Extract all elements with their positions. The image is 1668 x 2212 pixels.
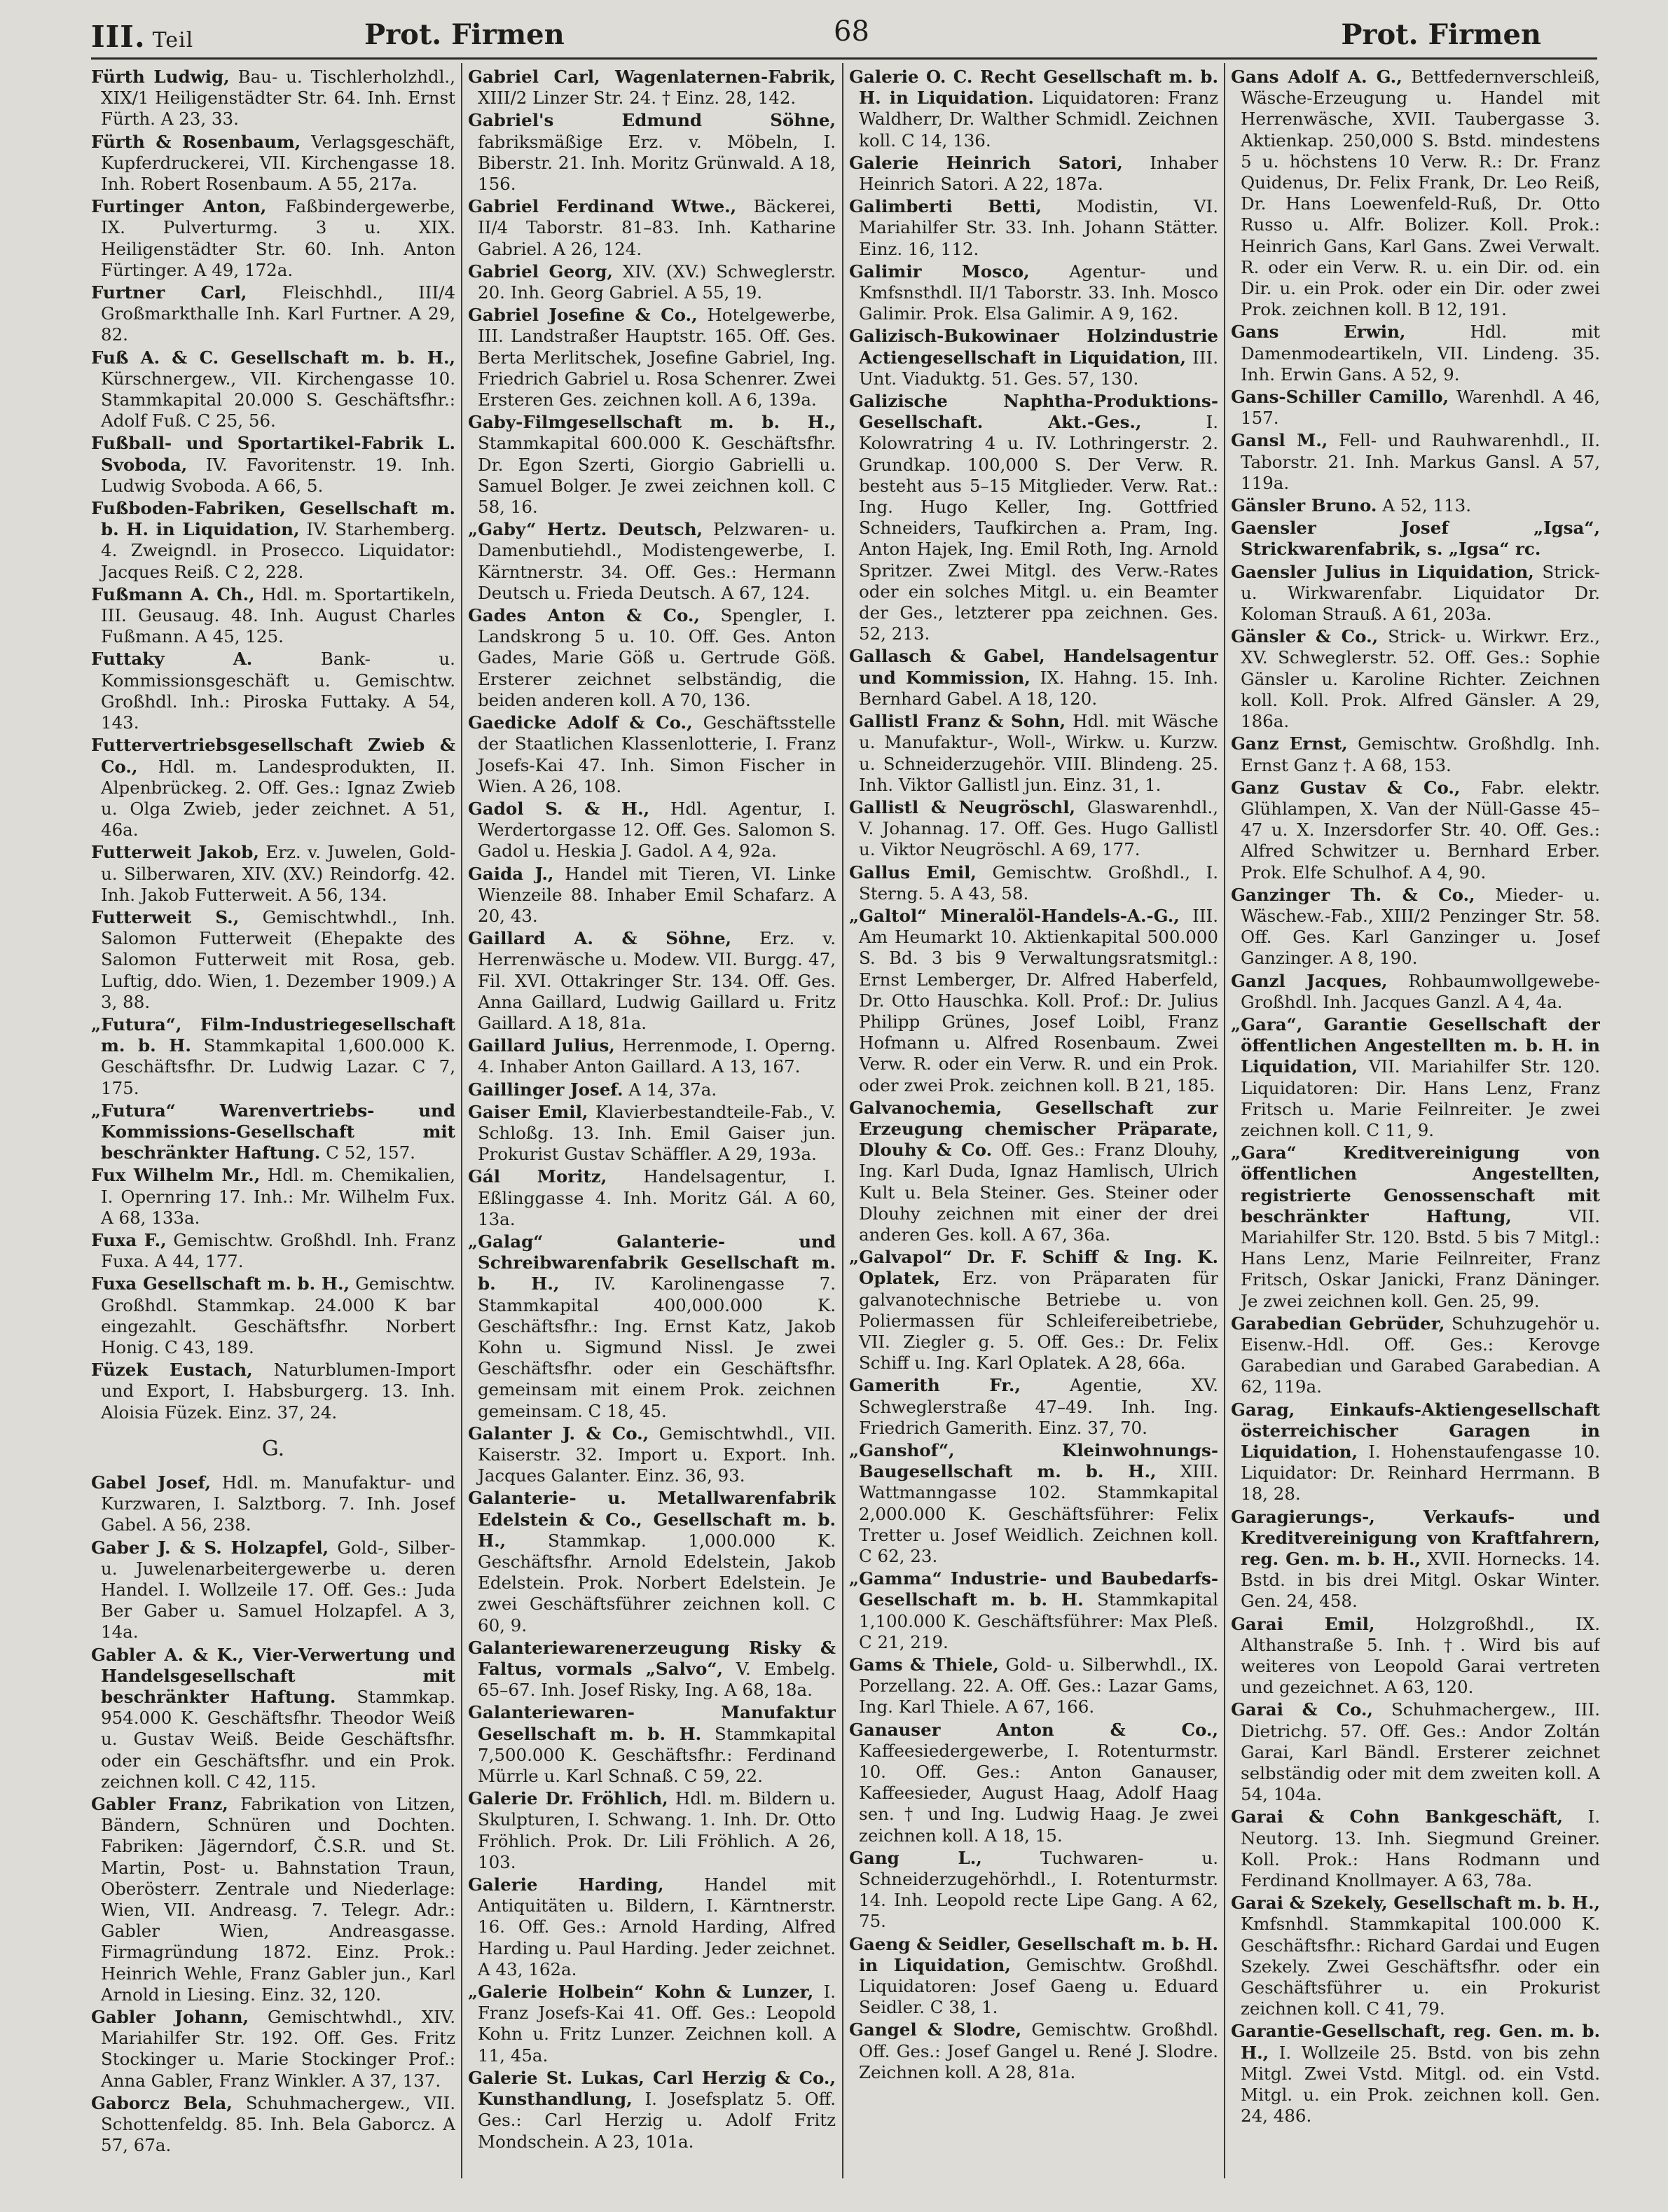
- firm-name: Garai Emil,: [1231, 1613, 1375, 1634]
- firm-entry: [849, 1098, 1218, 1245]
- firm-name: Furtinger Anton,: [91, 196, 267, 217]
- firm-name: Gabler A. & K., Vier-Verwertung und Handelsgesellschaft mit beschränkter Haftung.: [91, 1644, 455, 1708]
- firm-name: Garagierungs-, Verkaufs- und Kreditvereinigung von Kraftfahrern, reg. Gen. m. b. H.,: [1231, 1506, 1600, 1570]
- firm-name: Fux Wilhelm Mr.,: [91, 1165, 261, 1186]
- firm-name: „Galtol“ Mineralöl-Handels-A.-G.,: [849, 905, 1180, 926]
- firm-entry: [849, 797, 1218, 861]
- firm-name: Gallus Emil,: [849, 862, 977, 883]
- firm-name: Gabriel's Edmund Söhne,: [468, 110, 836, 131]
- firm-name: Gaber J. & S. Holzapfel,: [91, 1537, 329, 1558]
- firm-entry: [849, 646, 1218, 710]
- firm-entry: [1231, 67, 1600, 320]
- firm-details: XIV. (XV.) Schweglerstr. 20. Inh. Georg Gabriel. A 55, 19.: [478, 261, 836, 303]
- firm-details: Mieder- u. Wäschew.-Fab., XIII/2 Penzinger Str. 58. Off. Ges. Karl Ganzinger u. Josef Ganzinger. A 8, 190.: [1241, 884, 1600, 969]
- firm-details: Handel mit Tieren, VI. Linke Wienzeile 88. Inhaber Emil Schafarz. A 20, 43.: [478, 863, 836, 926]
- firm-details: Gold-, Silber- u. Juwelenarbeitergewerbe u. deren Handel. I. Wollzeile 17. Off. Ges.: Juda Ber Gaber u. Samuel Holzapfel. A 3, 14a.: [101, 1537, 455, 1643]
- firm-entry: [468, 1231, 836, 1422]
- firm-entry: [849, 1720, 1218, 1846]
- firm-name: Gaeng & Seidler, Gesellschaft m. b. H. in Liquidation,: [849, 1933, 1218, 1975]
- firm-details: Gemischtw. Großhdl. Off. Ges.: Josef Gangel u. René J. Slodre. Zeichnen koll. A 28, 81a.: [859, 2019, 1218, 2082]
- firm-details: I. Josefsplatz 5. Off. Ges.: Carl Herzig u. Adolf Fritz Mondschein. A 23, 101a.: [478, 2089, 836, 2152]
- firm-entry: [91, 2007, 455, 2092]
- firm-details: XIII. Wattmanngasse 102. Stammkapital 2,000.000 K. Geschäftsführer: Felix Tretter u. Josef Weidlich. Zeichnen koll. C 62, 23.: [859, 1461, 1218, 1567]
- firm-entry: [1231, 1699, 1600, 1805]
- firm-name: Galerie O. C. Recht Gesellschaft m. b. H. in Liquidation.: [849, 67, 1218, 109]
- firm-name: Ganzl Jacques,: [1231, 970, 1388, 991]
- firm-details: I. Wollzeile 25. Bstd. von bis zehn Mitgl. Zwei Vstd. Mitgl. od. ein Vstd. Mitgl. u. ein Prok. zeichnen koll. Gen. 24, 486.: [1241, 2042, 1600, 2127]
- firm-details: Gemischtw. Großhdl. Stammkap. 24.000 K bar eingezahlt. Geschäftsfhr. Norbert Honig. C 43, 189.: [101, 1273, 455, 1357]
- firm-entry: [1231, 1399, 1600, 1505]
- firm-entry: [468, 412, 836, 518]
- header-rule: [91, 57, 1597, 60]
- firm-name: Gangel & Slodre,: [849, 2019, 1022, 2040]
- firm-name: Gallistl Franz & Sohn,: [849, 711, 1066, 732]
- firm-name: Garabedian Gebrüder,: [1231, 1313, 1445, 1334]
- firm-details: Inhaber Heinrich Satori. A 22, 187a.: [859, 152, 1218, 195]
- firm-entry: [91, 1165, 455, 1229]
- firm-entry: [468, 261, 836, 303]
- section-letter: G.: [261, 1436, 285, 1461]
- column-4: [1231, 67, 1600, 2185]
- firm-name: Gaillinger Josef.: [468, 1079, 623, 1100]
- firm-details: Hdl. mit Damenmodeartikeln, VII. Lindeng. 35. Inh. Erwin Gans. A 52, 9.: [1241, 322, 1600, 385]
- firm-name: Futterweit S.,: [91, 906, 240, 927]
- firm-name: Gallasch & Gabel, Handelsagentur und Kommission,: [849, 646, 1218, 688]
- firm-entry: [91, 1100, 455, 1164]
- column-1: [91, 67, 455, 2185]
- page-header: [91, 13, 1597, 57]
- firm-entry: [91, 907, 455, 1013]
- firm-entry: [91, 2093, 455, 2157]
- firm-name: Füzek Eustach,: [91, 1360, 253, 1381]
- firm-name: „Galerie Holbein“ Kohn & Lunzer,: [468, 1982, 814, 2003]
- firm-name: „Futura“ Warenvertriebs- und Kommissions-Gesellschaft mit beschränkter Haftung.: [91, 1100, 455, 1163]
- firm-name: Galanteriewarenerzeugung Risky & Faltus, vormals „Salvo“,: [468, 1637, 836, 1680]
- firm-details: Gemischtw. Großhdl. Inh. Franz Fuxa. A 44, 177.: [101, 1229, 455, 1272]
- firm-details: Pelzwaren- u. Damenbutiehdl., Modistengewerbe, I. Kärntnerstr. 34. Off. Ges.: Hermann Deutsch u. Frieda Deutsch. A 67, 124.: [478, 519, 836, 603]
- firm-name: Gänsler Bruno.: [1231, 495, 1377, 516]
- firm-details: I. Neutorg. 13. Inh. Siegmund Greiner. Koll. Prok.: Hans Rodmann und Ferdinand Knollmayer. A 63, 78a.: [1241, 1806, 1600, 1891]
- firm-entry: [1231, 518, 1600, 560]
- firm-name: Gaby-Filmgesellschaft m. b. H.,: [468, 412, 836, 433]
- firm-name: Gaedicke Adolf & Co.,: [468, 712, 693, 733]
- firm-name: Galimir Mosco,: [849, 261, 1030, 282]
- firm-details: Hotelgewerbe, III. Landstraßer Hauptstr. 165. Off. Ges. Berta Merlitschek, Josefine Gabriel, Ing. Friedrich Gabriel u. Rosa Schenrer. Zwei Ersteren Ges. zeichnen koll. A 6, 139a.: [478, 305, 836, 410]
- firm-entry: [468, 1423, 836, 1487]
- firm-name: Galerie Heinrich Satori,: [849, 152, 1123, 173]
- firm-details: Stammkapital 600.000 K. Geschäftsfhr. Dr. Egon Szerti, Giorgio Gabrielli u. Samuel Bolger. Je zwei zeichnen koll. C 58, 16.: [478, 433, 836, 518]
- firm-entry: [849, 1934, 1218, 2019]
- firm-details: Strick- u. Wirkwr. Erz., XV. Schweglerstr. 52. Off. Ges.: Sophie Gänsler u. Karoline Richter. Zeichnen koll. Koll. Prok. Alfred Gänsler. A 29, 186a.: [1241, 626, 1600, 732]
- firm-entry: [91, 498, 455, 583]
- firm-name: Ganauser Anton & Co.,: [849, 1719, 1218, 1740]
- firm-details: Verlagsgeschäft, Kupferdruckerei, VII. Kirchengasse 18. Inh. Robert Rosenbaum. A 55, 217a.: [101, 131, 455, 195]
- firm-entry: [468, 799, 836, 862]
- firm-name: Gaillard Julius,: [468, 1035, 615, 1056]
- firm-entry: [1231, 1806, 1600, 1891]
- firm-details: A 14, 37a.: [628, 1079, 717, 1100]
- firm-name: Gaensler Josef „Igsa“, Strickwarenfabrik, s. „Igsa“ rc.: [1231, 518, 1600, 560]
- firm-details: Erz. v. Herrenwäsche u. Modew. VII. Burgg. 47, Fil. XVI. Ottakringer Str. 134. Off. Ges. Anna Gaillard, Ludwig Gaillard u. Fritz Gaillard. A 18, 81a.: [478, 928, 836, 1033]
- firm-details: Schuhmachergew., III. Dietrichg. 57. Off. Ges.: Andor Zoltán Garai, Karl Bändl. Ersterer zeichnet selbständig oder mit dem zweiten koll. A 54, 104a.: [1241, 1699, 1600, 1805]
- firm-entry: [1231, 885, 1600, 969]
- firm-details: Modistin, VI. Mariahilfer Str. 33. Inh. Johann Stätter. Einz. 16, 112.: [859, 196, 1218, 259]
- firm-name: Gaensler Julius in Liquidation,: [1231, 561, 1534, 582]
- firm-name: Gadol S. & H.,: [468, 798, 650, 819]
- firm-entry: [91, 1645, 455, 1792]
- firm-entry: [91, 1794, 455, 2005]
- firm-entry: [91, 196, 455, 281]
- firm-name: Futtaky A.: [91, 649, 253, 670]
- firm-name: Futterweit Jakob,: [91, 842, 259, 863]
- firm-name: Fuxa F.,: [91, 1229, 167, 1250]
- firm-entry: [849, 261, 1218, 325]
- firm-name: Galanterie- u. Metallwarenfabrik Edelstein & Co., Gesellschaft m. b. H.,: [468, 1488, 836, 1551]
- part-word: Teil: [152, 28, 194, 53]
- firm-name: Gabler Franz,: [91, 1794, 228, 1815]
- firm-name: Gabriel Georg,: [468, 261, 613, 282]
- firm-entry: [1231, 1313, 1600, 1398]
- firm-details: Handelsagentur, I. Eßlinggasse 4. Inh. Moritz Gál. A 60, 13a.: [478, 1166, 836, 1229]
- firm-details: Stammkapital 1,600.000 K. Geschäftsfhr. Dr. Ludwig Lazar. C 7, 175.: [101, 1035, 455, 1098]
- firm-name: Gabel Josef,: [91, 1472, 212, 1493]
- firm-details: Klavierbestandteile-Fab., V. Schloßg. 13. Inh. Emil Gaiser jun. Prokurist Gustav Schäffler. A 29, 193a.: [478, 1101, 836, 1165]
- firm-details: Hdl. m. Landesprodukten, II. Alpenbrückeg. 2. Off. Ges.: Ignaz Zwieb u. Olga Zwieb, jeder zeichnet. A 51, 46a.: [101, 756, 455, 841]
- firm-name: Gades Anton & Co.,: [468, 605, 700, 626]
- firm-name: Gaborcz Bela,: [91, 2092, 233, 2113]
- firm-name: Garai & Szekely, Gesellschaft m. b. H.,: [1231, 1893, 1600, 1914]
- firm-details: Fabrikation von Litzen, Bändern, Schnüren und Dochten. Fabriken: Jägerndorf, Č.S.R. und St. Martin, Post- u. Bahnstation Traun, Oberösterr. Zentrale und Niederlage: Wien, VII. Andreasg. 7. Telegr. Adr.: Gabler Wien, Andreasgasse. Firmagründung 1872. Einz. Prok.: Heinrich Wehle, Franz Gabler jun., Karl Arnold in Liesing. Einz. 32, 120.: [101, 1794, 455, 2005]
- firm-name: Gaiser Emil,: [468, 1101, 588, 1122]
- firm-entry: [849, 1568, 1218, 1653]
- firm-details: Rohbaumwollgewebe-Großhdl. Inh. Jacques Ganzl. A 4, 4a.: [1241, 970, 1600, 1012]
- firm-details: Gold- u. Silberwhdl., IX. Porzellang. 22. A. Off. Ges.: Lazar Gams, Ing. Karl Thiele. A 67, 166.: [859, 1654, 1218, 1717]
- firm-name: Gabriel Josefine & Co.,: [468, 305, 698, 326]
- firm-details: Erz. von Präparaten für galvanotechnische Betriebe u. von Poliermassen für Schleifereibetriebe, VII. Ziegler g. 5. Off. Ges.: Dr. Felix Schiff u. Ing. Karl Oplatek. A 28, 66a.: [859, 1268, 1218, 1374]
- firm-entry: [468, 1488, 836, 1636]
- firm-name: Fußmann A. Ch.,: [91, 583, 255, 604]
- firm-details: Gemischtwhdl., VII. Kaiserstr. 32. Import u. Export. Inh. Jacques Galanter. Einz. 36, 93.: [478, 1423, 836, 1486]
- firm-details: Hdl. mit Wäsche u. Manufaktur-, Woll-, Wirkw. u. Kurzw. u. Schneiderzugehör. VIII. Blindeng. 25. Inh. Viktor Gallistl jun. Einz. 31, 1.: [859, 711, 1218, 795]
- firm-name: Galanteriewaren- Manufaktur Gesellschaft m. b. H.: [468, 1702, 836, 1744]
- firm-name: Galanter J. & Co.,: [468, 1423, 649, 1444]
- firm-entry: [849, 1654, 1218, 1718]
- firm-entry: [849, 326, 1218, 389]
- firm-details: III. Am Heumarkt 10. Aktienkapital 500.000 S. Bd. 3 bis 9 Verwaltungsratsmitgl.: Ernst Lemberger, Dr. Alfred Haberfeld, Dr. Otto Hauschka. Koll. Prof.: Dr. Julius Philipp Grünes, Josef Loibl, Franz Hofmann u. Alfred Rosenbaum. Zwei Verw. R. oder ein Verw. R. und ein Prok. oder zwei Prok. zeichnen koll. B 21, 185.: [859, 905, 1218, 1095]
- firm-name: Gamerith Fr.,: [849, 1375, 1021, 1396]
- column-divider: [1224, 63, 1225, 2178]
- firm-details: Fell- und Rauhwarenhdl., II. Taborstr. 21. Inh. Markus Gansl. A 57, 119a.: [1241, 430, 1600, 493]
- firm-details: Strick- u. Wirkwarenfabr. Liquidator Dr. Koloman Strauß. A 61, 203a.: [1241, 561, 1600, 625]
- firm-details: C 52, 157.: [326, 1142, 415, 1163]
- firm-details: Holzgroßhdl., IX. Althanstraße 5. Inh. †. Wird bis auf weiteres von Leopold Garai vertreten und gezeichnet. A 63, 120.: [1241, 1613, 1600, 1698]
- firm-name: Garai & Cohn Bankgeschäft,: [1231, 1806, 1564, 1827]
- firm-entry: [91, 132, 455, 195]
- firm-name: Ganzinger Th. & Co.,: [1231, 884, 1475, 905]
- firm-name: „Gaby“ Hertz. Deutsch,: [468, 519, 703, 540]
- firm-details: A 52, 113.: [1382, 495, 1472, 516]
- firm-name: Futtervertriebsgesellschaft Zwieb & Co.,: [91, 735, 455, 777]
- firm-details: Stammkap. 954.000 K. Geschäftsfhr. Theodor Weiß u. Gustav Weiß. Beide Geschäftsfhr. oder ein Geschäftsfhr. und ein Prok. zeichnen koll. C 42, 115.: [101, 1687, 455, 1792]
- firm-details: Erz. v. Juwelen, Gold- u. Silberwaren, XIV. (XV.) Reindorfg. 42. Inh. Jakob Futterweit. A 56, 134.: [101, 842, 455, 905]
- firm-entry: [849, 67, 1218, 151]
- firm-details: Hdl. m. Manufaktur- und Kurzwaren, I. Salztborg. 7. Inh. Josef Gabel. A 56, 238.: [101, 1472, 455, 1535]
- firm-name: Galvanochemia, Gesellschaft zur Erzeugung chemischer Präparate, Dlouhy & Co.: [849, 1097, 1218, 1161]
- firm-name: Fußboden-Fabriken, Gesellschaft m. b. H. in Liquidation,: [91, 498, 455, 540]
- firm-entry: [91, 842, 455, 906]
- firm-entry: [91, 1014, 455, 1099]
- firm-details: Schuhmachergew., VII. Schottenfeldg. 85. Inh. Bela Gaborcz. A 57, 67a.: [101, 2092, 455, 2156]
- firm-entry: [468, 605, 836, 711]
- firm-details: Gemischtw. Großhdl., I. Sterng. 5. A 43, 58.: [859, 862, 1218, 904]
- firm-name: Furtner Carl,: [91, 282, 247, 303]
- firm-entry: [468, 1035, 836, 1077]
- firm-entry: [1231, 1142, 1600, 1312]
- firm-details: Stammkapital 7,500.000 K. Geschäftsfhr.: Ferdinand Mürrle u. Karl Schnaß. C 59, 22.: [478, 1723, 836, 1787]
- firm-name: Gans-Schiller Camillo,: [1231, 387, 1449, 408]
- firm-entry: [91, 649, 455, 733]
- firm-name: Gams & Thiele,: [849, 1654, 999, 1675]
- firm-entry: [468, 1788, 836, 1873]
- firm-entry: [91, 67, 455, 130]
- firm-entry: [468, 1079, 836, 1100]
- firm-entry: [849, 1848, 1218, 1933]
- firm-entry: [1231, 322, 1600, 385]
- firm-details: Hdl. m. Sportartikeln, III. Geusaug. 48. Inh. August Charles Fußmann. A 45, 125.: [101, 583, 455, 647]
- firm-details: Handel mit Antiquitäten u. Bildern, I. Kärntnerstr. 16. Off. Ges.: Arnold Harding, Alfred Harding u. Paul Harding. Jeder zeichnet. A 43, 162a.: [478, 1874, 836, 1979]
- firm-details: III. Unt. Viaduktg. 51. Ges. 57, 130.: [859, 347, 1218, 389]
- firm-entry: [849, 711, 1218, 796]
- firm-details: Hdl. m. Chemikalien, I. Opernring 17. Inh.: Mr. Wilhelm Fux. A 68, 133a.: [101, 1165, 455, 1228]
- firm-details: IX. Hahng. 15. Inh. Bernhard Gabel. A 18, 120.: [859, 667, 1218, 709]
- firm-details: Kaffeesiedergewerbe, I. Rotenturmstr. 10. Off. Ges.: Anton Ganauser, Kaffeesieder, August Haag, Adolf Haag sen. † und Ing. Ludwig Haag. Je zwei zeichnen koll. A 18, 15.: [859, 1740, 1218, 1846]
- firm-name: Galizisch-Bukowinaer Holzindustrie Actiengesellschaft in Liquidation,: [849, 326, 1218, 368]
- firm-details: Tuchwaren- u. Schneiderzugehörhdl., I. Rotenturmstr. 14. Inh. Leopold recte Lipe Gang. A 62, 75.: [859, 1847, 1218, 1932]
- firm-name: Gabriel Ferdinand Wtwe.,: [468, 196, 737, 217]
- firm-name: „Gara“ Kreditvereinigung von öffentlichen Angestellten, registrierte Genossenschaft mit beschränkter Haftung,: [1231, 1142, 1600, 1226]
- firm-name: „Galag“ Galanterie- und Schreibwarenfabrik Gesellschaft m. b. H.,: [468, 1231, 836, 1294]
- firm-entry: [1231, 1014, 1600, 1141]
- firm-details: Fabr. elektr. Glühlampen, X. Van der Nüll-Gasse 45–47 u. X. Inzersdorfer Str. 40. Off. Ges.: Alfred Schwitzer u. Bernhard Erber. Prok. Elfe Schulhof. A 4, 90.: [1241, 777, 1600, 883]
- firm-name: Gallistl & Neugröschl,: [849, 796, 1076, 817]
- firm-entry: [1231, 777, 1600, 883]
- firm-name: Fuxa Gesellschaft m. b. H.,: [91, 1273, 350, 1294]
- firm-name: Garai & Co.,: [1231, 1699, 1373, 1720]
- firm-name: Garantie-Gesellschaft, reg. Gen. m. b. H.,: [1231, 2021, 1600, 2063]
- firm-details: IV. Karolinengasse 7. Stammkapital 400,000.000 K. Geschäftsfhr.: Ing. Ernst Katz, Jakob Kohn u. Sigmund Nissl. Je zwei Geschäftsfhr. oder ein Geschäftsfhr. gemeinsam mit einem Prok. zeichnen gemeinsam. C 18, 45.: [478, 1273, 836, 1421]
- firm-details: XVII. Hornecks. 14. Bstd. in bis drei Mitgl. Oskar Winter. Gen. 24, 458.: [1241, 1549, 1600, 1612]
- firm-details: Glaswarenhdl., V. Johannag. 17. Off. Ges. Hugo Gallistl u. Viktor Neugröschl. A 69, 177.: [859, 796, 1218, 860]
- firm-details: Off. Ges.: Franz Dlouhy, Ing. Karl Duda, Ignaz Hamlisch, Ulrich Kult u. Bela Steiner. Ges. Steiner oder Dlouhy zeichnen mit einer der drei anderen Ges. koll. A 67, 36a.: [859, 1140, 1218, 1245]
- firm-entry: [468, 110, 836, 195]
- firm-entry: [468, 1166, 836, 1230]
- firm-details: VII. Mariahilfer Str. 120. Liquidatoren: Dir. Hans Lenz, Franz Fritsch u. Marie Feilnreiter. Je zwei zeichnen koll. C 11, 9.: [1241, 1056, 1600, 1140]
- firm-entry: [468, 305, 836, 410]
- firm-entry: [91, 1273, 455, 1358]
- firm-entry: [91, 347, 455, 432]
- firm-name: Fußball- und Sportartikel-Fabrik L. Svoboda,: [91, 433, 455, 475]
- firm-name: Galerie St. Lukas, Carl Herzig & Co., Kunsthandlung,: [468, 2067, 836, 2110]
- firm-details: Geschäftsstelle der Staatlichen Klassenlotterie, I. Franz Josefs-Kai 47. Inh. Simon Fischer in Wien. A 26, 108.: [478, 712, 836, 796]
- firm-entry: [849, 2019, 1218, 2083]
- part-number: III.: [91, 20, 146, 54]
- firm-name: Gaida J.,: [468, 863, 554, 884]
- firm-entry: [1231, 1614, 1600, 1699]
- firm-entry: [1231, 971, 1600, 1013]
- column-2: [468, 67, 836, 2185]
- firm-entry: [91, 433, 455, 497]
- firm-entry: [468, 864, 836, 927]
- firm-name: Galerie Dr. Fröhlich,: [468, 1788, 668, 1809]
- firm-name: Gans Adolf A. G.,: [1231, 67, 1402, 87]
- firm-entry: [1231, 1507, 1600, 1612]
- firm-entry: [468, 1102, 836, 1166]
- part-label: [91, 20, 193, 54]
- firm-entry: [468, 519, 836, 604]
- firm-details: Bank- u. Kommissionsgeschäft u. Gemischtw. Großhdl. Inh.: Piroska Futtaky. A 54, 143.: [101, 649, 455, 733]
- firm-entry: [849, 862, 1218, 904]
- firm-entry: [468, 1702, 836, 1787]
- firm-name: Ganz Ernst,: [1231, 733, 1348, 754]
- firm-name: Gansl M.,: [1231, 430, 1328, 451]
- firm-entry: [468, 67, 836, 109]
- firm-details: IV. Starhemberg. 4. Zweigndl. in Prosecco. Liquidator: Jacques Reiß. C 2, 228.: [101, 519, 455, 582]
- firm-details: I. Hohenstaufengasse 10. Liquidator: Dr. Reinhard Herrmann. B 18, 28.: [1241, 1442, 1600, 1505]
- firm-entry: [468, 712, 836, 797]
- firm-details: V. Embelg. 65–67. Inh. Josef Risky, Ing. A 68, 18a.: [478, 1659, 836, 1701]
- firm-name: Galerie Harding,: [468, 1874, 664, 1895]
- firm-name: Fürth & Rosenbaum,: [91, 131, 301, 152]
- firm-details: I. Kolowratring 4 u. IV. Lothringerstr. 2. Grundkap. 100,000 S. Der Verw. R. besteht aus 5–15 Mitglieder. Verw. Rat.: Ing. Hugo Keller, Ing. Gottfried Schneiders, Taufkirchen a. Pram, Ing. Anton Hajek, Ing. Emil Roth, Ing. Arnold Spritzer. Zwei Mitgl. des Verw.-Rates oder ein solches Mitgl. u. ein Beamter der Ges., letzterer ppa zeichnen. Ges. 52, 213.: [859, 412, 1218, 644]
- firm-name: Galizische Naphtha-Produktions-Gesellschaft. Akt.-Ges.,: [849, 391, 1218, 433]
- firm-details: Gemischtw. Großhdl. Liquidatoren: Josef Gaeng u. Eduard Seidler. C 38, 1.: [859, 1954, 1218, 2018]
- firm-details: Gemischtwhdl., Inh. Salomon Futterweit (Ehepakte des Salomon Futterweit mit Rosa, geb. Luftig, ddo. Wien, 1. Dezember 1909.) A 3, 88.: [101, 906, 455, 1012]
- firm-details: Gemischtw. Großhdlg. Inh. Ernst Ganz †. A 68, 153.: [1241, 733, 1600, 775]
- firm-entry: [1231, 733, 1600, 775]
- firm-entry: [1231, 626, 1600, 732]
- firm-details: VII. Mariahilfer Str. 120. Bstd. 5 bis 7 Mitgl.: Hans Lenz, Marie Feilnreiter, Franz Fritsch, Oskar Janicki, Franz Däninger. Je zwei zeichnen koll. Gen. 25, 99.: [1241, 1205, 1600, 1311]
- firm-entry: [468, 1638, 836, 1701]
- firm-name: „Gamma“ Industrie- und Baubedarfs-Gesellschaft m. b. H.: [849, 1568, 1218, 1610]
- firm-entry: [468, 928, 836, 1034]
- firm-details: Gemischtwhdl., XIV. Mariahilfer Str. 192. Off. Ges. Fritz Stockinger u. Marie Stockinger Prof.: Anna Gabler, Franz Winkler. A 37, 137.: [101, 2007, 455, 2091]
- firm-name: Fuß A. & C. Gesellschaft m. b. H.,: [91, 347, 455, 368]
- page-number: 68: [834, 15, 869, 48]
- firm-entry: [1231, 562, 1600, 625]
- firm-details: Warenhdl. A 46, 157.: [1241, 387, 1600, 429]
- firm-entry: [468, 2068, 836, 2152]
- firm-details: Hdl. m. Bildern u. Skulpturen, I. Schwang. 1. Inh. Dr. Otto Fröhlich. Prok. Dr. Lili Fröhlich. A 26, 103.: [478, 1788, 836, 1872]
- firm-details: fabriksmäßige Erz. v. Möbeln, I. Biberstr. 21. Inh. Moritz Grünwald. A 18, 156.: [478, 131, 836, 195]
- firm-entry: [1231, 1893, 1600, 2019]
- firm-name: Gabler Johann,: [91, 2007, 249, 2028]
- firm-details: Bau- u. Tischlerholzhdl., XIX/1 Heiligenstädter Str. 64. Inh. Ernst Fürth. A 23, 33.: [101, 67, 455, 130]
- firm-details: Liquidatoren: Franz Waldherr, Dr. Walther Schmidl. Zeichnen koll. C 14, 136.: [859, 88, 1218, 151]
- firm-details: Kürschnergew., VII. Kirchengasse 10. Stammkapital 20.000 S. Geschäftsfhr.: Adolf Fuß. C 25, 56.: [101, 368, 455, 431]
- firm-entry: [91, 1537, 455, 1643]
- firm-details: Stammkap. 1,000.000 K. Geschäftsfhr. Arnold Edelstein, Jakob Edelstein. Prok. Norbert Edelstein. Je zwei Geschäftsführer zeichnen koll. C 60, 9.: [478, 1530, 836, 1636]
- running-title-right: Prot. Firmen: [1341, 18, 1541, 51]
- firm-details: Faßbindergewerbe, IX. Pulverturmg. 3 u. XIX. Heiligenstädter Str. 60. Inh. Anton Fürtinger. A 49, 172a.: [101, 196, 455, 280]
- firm-name: „Galvapol“ Dr. F. Schiff & Ing. K. Oplatek,: [849, 1247, 1218, 1289]
- firm-name: Gang L.,: [849, 1847, 982, 1868]
- firm-entry: [849, 906, 1218, 1096]
- firm-details: Stammkapital 1,100.000 K. Geschäftsführer: Max Pleß. C 21, 219.: [859, 1589, 1218, 1652]
- firm-name: Fürth Ludwig,: [91, 67, 230, 87]
- firm-details: Fleischhdl., III/4 Großmarkthalle Inh. Karl Furtner. A 29, 82.: [101, 282, 455, 345]
- firm-entry: [91, 1472, 455, 1536]
- firm-entry: [468, 1874, 836, 1980]
- firm-details: I. Franz Josefs-Kai 41. Off. Ges.: Leopold Kohn u. Fritz Lunzer. Zeichnen koll. A 11, 45a.: [478, 1982, 836, 2066]
- firm-details: XIII/2 Linzer Str. 24. † Einz. 28, 142.: [478, 88, 797, 109]
- firm-name: Ganz Gustav & Co.,: [1231, 777, 1461, 798]
- column-divider: [842, 63, 843, 2178]
- firm-name: „Futura“, Film-Industriegesellschaft m. b. H.: [91, 1014, 455, 1056]
- firm-name: Gabriel Carl, Wagenlaternen-Fabrik,: [468, 67, 836, 87]
- firm-details: Herrenmode, I. Operng. 4. Inhaber Anton Gaillard. A 13, 167.: [478, 1035, 836, 1077]
- firm-entry: [849, 1247, 1218, 1374]
- firm-entry: [91, 584, 455, 648]
- firm-entry: [91, 1230, 455, 1272]
- firm-entry: [1231, 2021, 1600, 2127]
- firm-details: Spengler, I. Landskrong 5 u. 10. Off. Ges. Anton Gades, Marie Göß u. Gertrude Göß. Ersterer zeichnet selbständig, die beiden anderen koll. A 70, 136.: [478, 605, 836, 710]
- firm-name: „Gara“, Garantie Gesellschaft der öffentlichen Angestellten m. b. H. in Liquidation,: [1231, 1014, 1600, 1077]
- firm-entry: [91, 735, 455, 841]
- firm-details: Hdl. Agentur, I. Werdertorgasse 12. Off. Ges. Salomon S. Gadol u. Heskia J. Gadol. A 4, 92a.: [478, 798, 836, 862]
- firm-details: Kmfsnhdl. Stammkapital 100.000 K. Geschäftsfhr.: Richard Gardai und Eugen Szekely. Zwei Geschäftsfhr. oder ein Geschäftsführer u. ein Prokurist zeichnen koll. C 41, 79.: [1241, 1914, 1600, 2019]
- firm-entry: [468, 1982, 836, 2066]
- firm-name: Galimberti Betti,: [849, 196, 1042, 217]
- firm-entry: [849, 196, 1218, 260]
- firm-entry: [91, 1360, 455, 1423]
- firm-entry: [849, 1375, 1218, 1439]
- running-title-left: Prot. Firmen: [364, 18, 565, 51]
- firm-name: Garag, Einkaufs-Aktiengesellschaft österreichischer Garagen in Liquidation,: [1231, 1399, 1600, 1462]
- firm-name: Gál Moritz,: [468, 1166, 607, 1187]
- firm-entry: [849, 1440, 1218, 1567]
- firm-entry: [91, 282, 455, 346]
- firm-entry: [849, 153, 1218, 195]
- firm-entry: [1231, 430, 1600, 494]
- column-divider: [461, 63, 462, 2178]
- firm-details: Bäckerei, II/4 Taborstr. 81–83. Inh. Katharine Gabriel. A 26, 124.: [478, 196, 836, 259]
- firm-name: Gänsler & Co.,: [1231, 626, 1379, 647]
- firm-details: IV. Favoritenstr. 19. Inh. Ludwig Svoboda. A 66, 5.: [101, 454, 455, 496]
- firm-details: Bettfedernverschleiß, Wäsche-Erzeugung u. Handel mit Herrenwäsche, XVII. Taubergasse 3. Aktienkap. 250,000 S. Bstd. mindestens 5 u. höchstens 10 Verw. R.: Dr. Franz Quidenus, Dr. Felix Frank, Dr. Leo Reiß, Dr. Hans Loewenfeld-Ruß, Dr. Otto Russo u. Alfr. Bolizer. Koll. Prok.: Heinrich Gans, Karl Gans. Zwei Verwalt. R. oder ein Verw. R. u. ein Dir. od. ein Dir. u. ein Prok. oder ein Dir. oder zwei Prok. zeichnen koll. B 12, 191.: [1241, 67, 1600, 320]
- firm-name: Gans Erwin,: [1231, 322, 1406, 343]
- firm-details: Agentur- und Kmfsnsthdl. II/1 Taborstr. 33. Inh. Mosco Galimir. Prok. Elsa Galimir. A 9, 162.: [859, 261, 1218, 324]
- firm-details: Naturblumen-Import und Export, I. Habsburgerg. 13. Inh. Aloisia Füzek. Einz. 37, 24.: [101, 1360, 455, 1423]
- firm-name: Gaillard A. & Söhne,: [468, 928, 732, 949]
- firm-entry: [1231, 387, 1600, 429]
- firm-name: „Ganshof“, Kleinwohnungs-Baugesellschaft m. b. H.,: [849, 1440, 1218, 1482]
- firm-details: Schuhzugehör u. Eisenw.-Hdl. Off. Ges.: Kerovge Garabedian und Garabed Garabedian. A 62, 119a.: [1241, 1313, 1600, 1397]
- firm-entry: [1231, 495, 1600, 516]
- firm-entry: [468, 196, 836, 260]
- firm-entry: [849, 391, 1218, 644]
- firm-details: Agentie, XV. Schweglerstraße 47–49. Inh. Ing. Friedrich Gamerith. Einz. 37, 70.: [859, 1375, 1218, 1438]
- column-3: [849, 67, 1218, 2185]
